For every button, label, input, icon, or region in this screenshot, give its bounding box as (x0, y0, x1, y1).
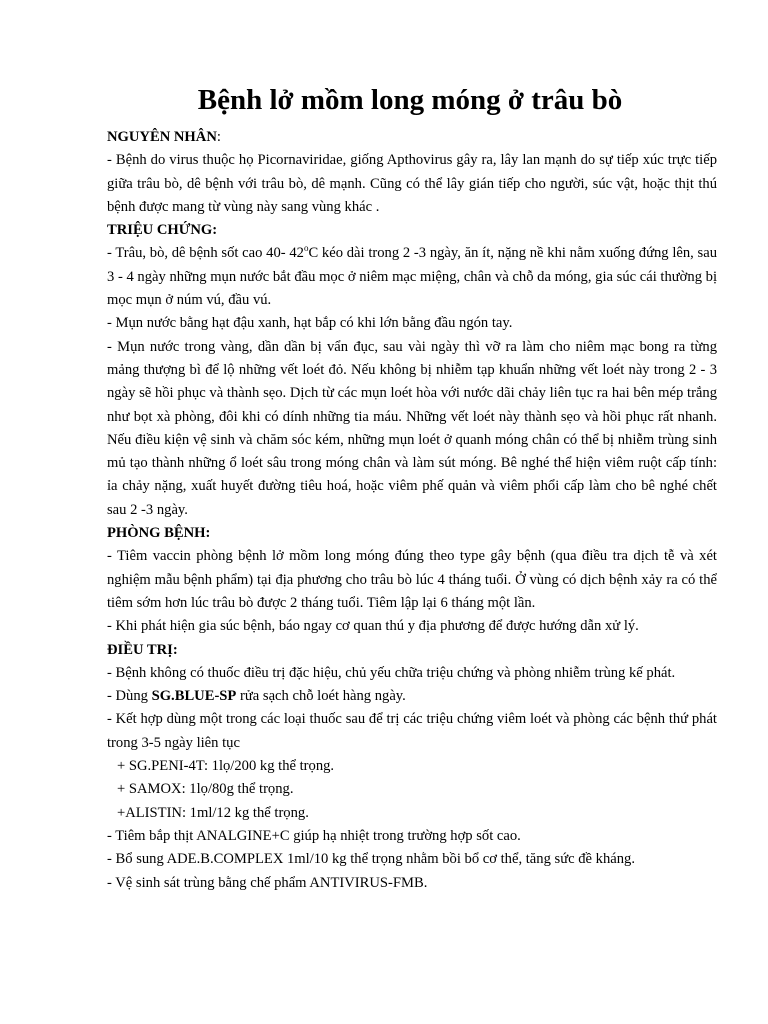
prevention-paragraph-1: - Tiêm vaccin phòng bệnh lở mồm long móng đúng theo type gây bệnh (qua điều tra dịch tễ và xét nghiệm mẫu bệnh phẩm) tại địa phương cho trâu bò lúc 4 tháng tuổi. Ở vùng có dịch bệnh xảy ra có thể tiêm sớm hơn lúc trâu bò được 2 tháng tuổi. Tiêm lập lại 6 tháng một lần. (107, 548, 717, 611)
treatment-paragraph-4: - Tiêm bắp thịt ANALGINE+C giúp hạ nhiệt trong trường hợp sốt cao. (107, 827, 521, 844)
prevention-paragraph-2: - Khi phát hiện gia súc bệnh, báo ngay cơ quan thú y địa phương để được hướng dẫn xử lý. (107, 618, 639, 635)
treatment-paragraph-6: - Vệ sinh sát trùng bằng chế phẩm ANTIVIRUS-FMB. (107, 874, 428, 891)
cause-heading: NGUYÊN NHÂN (107, 129, 217, 145)
symptoms-p1-start: - Trâu, bò, dê bệnh sốt cao 40- 42 (107, 245, 304, 262)
product-name-sg-blue: SG.BLUE-SP (151, 688, 237, 705)
symptoms-paragraph-1 (107, 242, 717, 312)
treatment-paragraph-1: - Bệnh không có thuốc điều trị đặc hiệu, chủ yếu chữa triệu chứng và phòng nhiễm trùng kế phát. (107, 664, 676, 681)
cause-heading-colon: : (216, 129, 221, 145)
degree-superscript: o (303, 243, 309, 254)
document-page (107, 78, 717, 895)
symptoms-paragraph-2: - Mụn nước bằng hạt đậu xanh, hạt bắp có khi lớn bằng đầu ngón tay. (107, 315, 513, 332)
section-heading-symptoms: TRIỆU CHỨNG: (107, 222, 218, 239)
symptoms-paragraph-3: - Mụn nước trong vàng, dần dần bị vẩn đục, sau vài ngày thì vỡ ra làm cho niêm mạc bong ra từng mảng thượng bì để lộ những vết loét đỏ. Nếu không bị nhiễm tạp khuẩn những vết loét này trong 2 - 3 ngày sẽ hồi phục và thành sẹo. Dịch từ các mụn loét hòa với nước dãi chảy liên tục ra hai bên mép trắng như bọt xà phòng, đôi khi có dính những tia máu. Những vết loét này thành sẹo và hồi phục rất nhanh. Nếu điều kiện vệ sinh và chăm sóc kém, những mụn loét ở quanh móng chân có thể bị nhiễm trùng sinh mủ tạo thành những ổ loét sâu trong móng chân và làm sút móng. Bê nghé thể hiện viêm ruột cấp tính: ỉa chảy nặng, xuất huyết đường tiêu hoá, hoặc viêm phế quản và viêm phổi cấp làm cho bê nghé chết sau 2 -3 ngày. (107, 338, 717, 518)
drug-list-item: +ALISTIN: 1ml/12 kg thể trọng. (117, 804, 309, 821)
section-heading-treatment: ĐIỀU TRỊ: (107, 641, 178, 658)
symptoms-p1-rest: C kéo dài trong 2 -3 ngày, ăn ít, nặng nề khi nằm xuống đứng lên, sau 3 - 4 ngày những mụn nước bắt đầu mọc ở niêm mạc miệng, chân và chỗ da móng, gia súc cái thường bị mọc mụn ở núm vú, đầu vú. (107, 245, 717, 309)
section-heading-cause (107, 126, 717, 149)
treatment-p2-rest: rửa sạch chỗ loét hàng ngày. (236, 688, 406, 705)
section-heading-prevention: PHÒNG BỆNH: (107, 525, 211, 542)
treatment-paragraph-2 (107, 685, 717, 708)
document-title: Bệnh lở mồm long móng ở trâu bò (197, 84, 623, 116)
document-body (107, 126, 717, 895)
cause-paragraph: - Bệnh do virus thuộc họ Picornaviridae, giống Apthovirus gây ra, lây lan mạnh do sự tiếp xúc trực tiếp giữa trâu bò, dê bệnh với trâu bò, dê mạnh. Cũng có thể lây gián tiếp cho người, súc vật, hoặc thịt thú bệnh được mang từ vùng này sang vùng khác . (107, 152, 717, 215)
drug-list-item: + SG.PENI-4T: 1lọ/200 kg thể trọng. (117, 758, 335, 775)
treatment-paragraph-3: - Kết hợp dùng một trong các loại thuốc sau để trị các triệu chứng viêm loét và phòng các bệnh thứ phát trong 3-5 ngày liên tục (107, 711, 717, 751)
treatment-p2-start: - Dùng (107, 688, 152, 705)
treatment-paragraph-5: - Bổ sung ADE.B.COMPLEX 1ml/10 kg thể trọng nhằm bồi bổ cơ thể, tăng sức đề kháng. (107, 851, 635, 868)
drug-list-item: + SAMOX: 1lọ/80g thể trọng. (117, 781, 294, 798)
